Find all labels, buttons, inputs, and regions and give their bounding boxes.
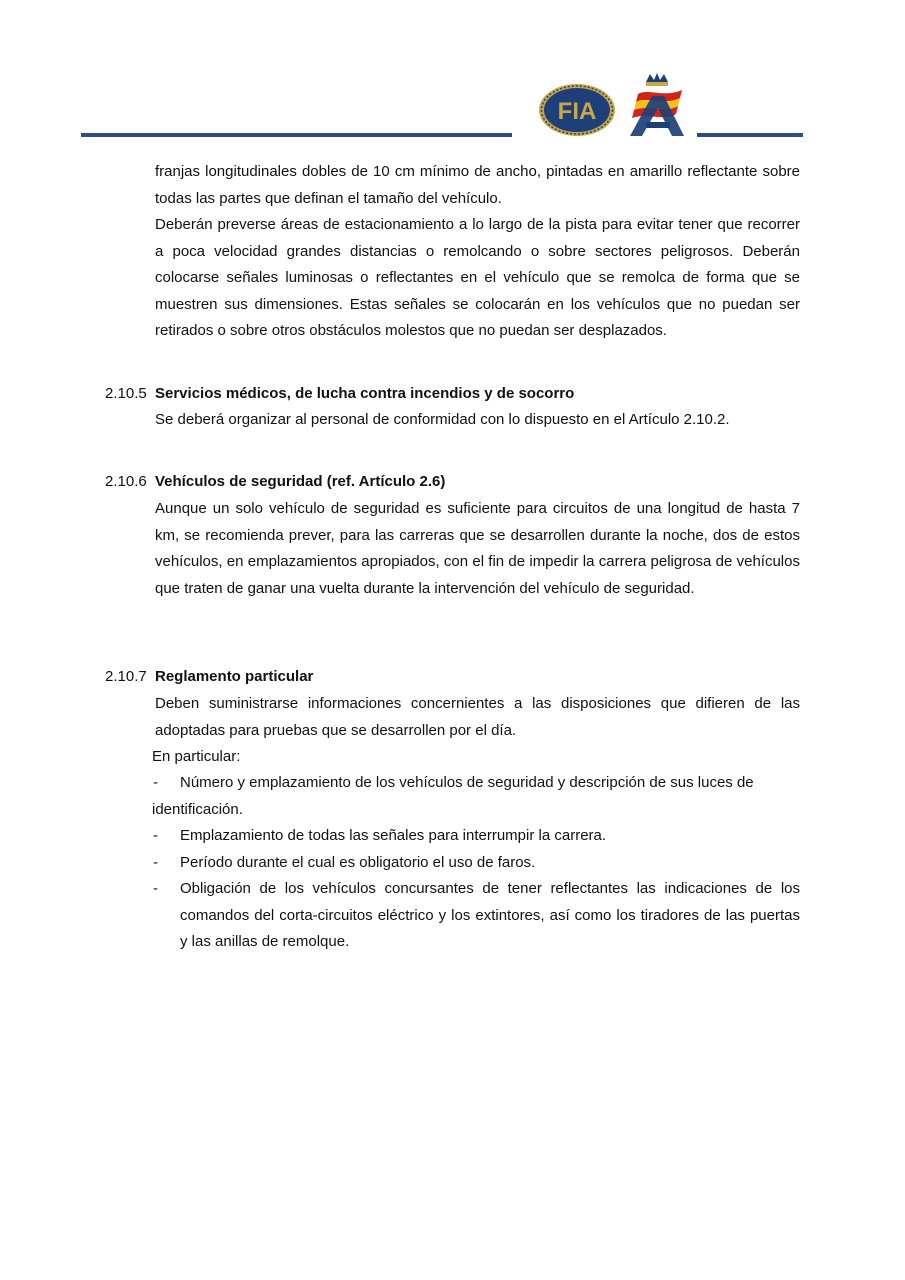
- header-rule-right: [697, 133, 803, 137]
- section-title: Reglamento particular: [155, 668, 314, 685]
- list-item: Número y emplazamiento de los vehículos de seguridad y descripción de sus luces de: [180, 774, 754, 791]
- list-bullet: -: [153, 880, 158, 897]
- paragraph-estacionamiento: Deberán preverse áreas de estacionamiento a lo largo de la pista para evitar tener que recorrer a poca velocidad grandes distancias o remolcando o sobre sectores peligrosos. Deberán colocarse señales luminosas o reflectantes en el vehículo que se remolca de forma que se muestren sus dimensiones. Estas señales se colocarán en los vehículos que no puedan ser retirados o sobre otros obstáculos molestos que no puedan ser desplazados.: [155, 216, 800, 339]
- fia-logo-text: FIA: [557, 98, 597, 125]
- list-item-continuation: identificación.: [152, 801, 243, 818]
- section-title: Servicios médicos, de lucha contra incendios y de socorro: [155, 385, 575, 402]
- rfeda-logo: [624, 72, 690, 138]
- header-rule-left: [81, 133, 512, 137]
- list-bullet: -: [153, 827, 158, 844]
- list-bullet: -: [153, 854, 158, 871]
- list-bullet: -: [153, 774, 158, 791]
- list-intro: En particular:: [152, 748, 241, 765]
- section-text: Se deberá organizar al personal de conformidad con lo dispuesto en el Artículo 2.10.2.: [155, 411, 730, 428]
- list-item: Período durante el cual es obligatorio el uso de faros.: [180, 854, 536, 871]
- list-item: Emplazamiento de todas las señales para interrumpir la carrera.: [180, 827, 607, 844]
- section-text: Aunque un solo vehículo de seguridad es suficiente para circuitos de una longitud de hasta 7 km, se recomienda prever, para las carreras que se desarrollen durante la noche, dos de estos vehículos, en emplazamientos apropiados, con el fin de impedir la carrera peligrosa de vehículos que traten de ganar una vuelta durante la intervención del vehículo de seguridad.: [155, 500, 800, 597]
- section-number: 2.10.7: [105, 668, 147, 685]
- section-text: Deben suministrarse informaciones concernientes a las disposiciones que difieren de las adoptadas para pruebas que se desarrollen por el día.: [155, 695, 800, 739]
- section-title: Vehículos de seguridad (ref. Artículo 2.6): [155, 473, 446, 490]
- list-item: Obligación de los vehículos concursantes de tener reflectantes las indicaciones de los comandos del corta-circuitos eléctrico y los extintores, así como los tiradores de las puertas y las anillas de remolque.: [180, 880, 800, 950]
- fia-logo: [537, 82, 617, 138]
- section-number: 2.10.6: [105, 473, 147, 490]
- section-number: 2.10.5: [105, 385, 147, 402]
- paragraph-franjas: franjas longitudinales dobles de 10 cm mínimo de ancho, pintadas en amarillo reflectante sobre todas las partes que definan el tamaño del vehículo.: [155, 163, 800, 207]
